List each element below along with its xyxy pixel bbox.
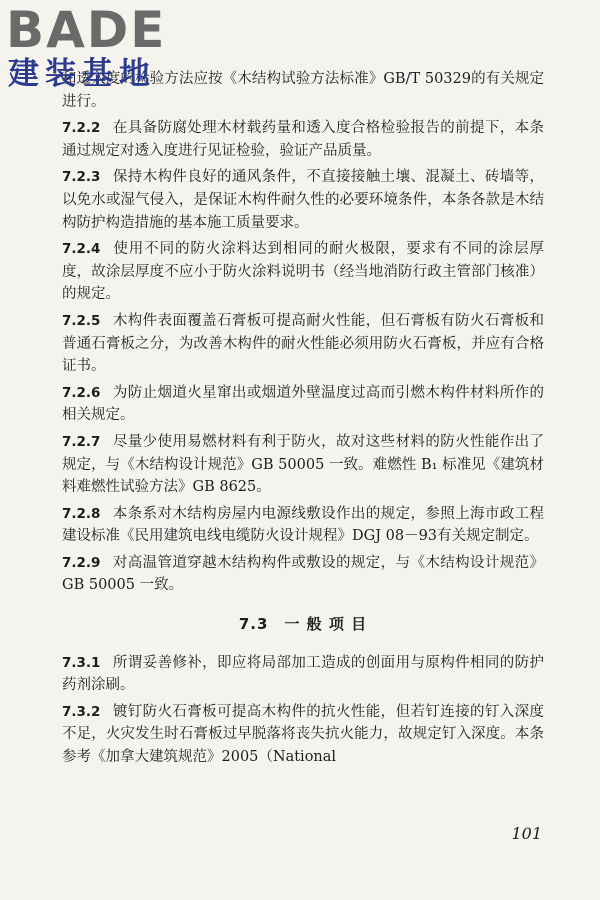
clause-text: 对高温管道穿越木结构构件或敷设的规定，与《木结构设计规范》GB 50005 一致。 <box>62 554 544 594</box>
clause-7-3-2 <box>62 701 544 769</box>
logo-chinese-text: 建装基地 <box>8 56 156 92</box>
paragraph-text: 和透入度的检验方法应按《木结构试验方法标准》GB/T 50329的有关规定进行。 <box>62 71 544 110</box>
clause-text: 所谓妥善修补，即应将局部加工造成的创面用与原构件相同的防护药剂涂刷。 <box>62 654 544 694</box>
clause-number: 7.2.5 <box>62 312 101 329</box>
clause-7-2-9 <box>62 552 544 597</box>
clause-7-2-4 <box>62 238 544 306</box>
clause-number: 7.2.7 <box>62 433 101 450</box>
logo-latin-text: BADE <box>6 1 167 59</box>
clause-7-2-3 <box>62 166 544 234</box>
clause-text: 在具备防腐处理木材载药量和透入度合格检验报告的前提下，本条通过规定对透入度进行见证检验，验证产品质量。 <box>62 120 544 159</box>
clause-number: 7.2.2 <box>62 120 101 137</box>
clause-number: 7.2.3 <box>62 169 101 186</box>
clause-number: 7.2.6 <box>62 384 101 401</box>
clause-7-2-5 <box>62 310 544 378</box>
clause-7-2-6 <box>62 382 544 427</box>
document-body <box>62 68 544 773</box>
clause-7-2-7 <box>62 431 544 499</box>
clause-7-3-1 <box>62 652 544 697</box>
clause-text: 使用不同的防火涂料达到相同的耐火极限，要求有不同的涂层厚度，故涂层厚度不应小于防火涂料说明书（经当地消防行政主管部门核准）的规定。 <box>62 241 544 303</box>
clause-number: 7.2.4 <box>62 241 101 258</box>
clause-text: 本条系对木结构房屋内电源线敷设作出的规定，参照上海市政工程建设标准《民用建筑电线电缆防火设计规程》DGJ 08－93有关规定制定。 <box>62 505 544 545</box>
clause-text: 镀钉防火石膏板可提高木构件的抗火性能，但若钉连接的钉入深度不足，火灾发生时石膏板过早脱落将丧失抗火能力，故规定钉入深度。本条参考《加拿大建筑规范》2005（National <box>62 703 544 766</box>
clause-number: 7.2.9 <box>62 554 101 571</box>
clause-text: 为防止烟道火星窜出或烟道外壁温度过高而引燃木构件材料所作的相关规定。 <box>62 384 544 424</box>
section-heading: 7.3 一 般 项 目 <box>238 615 368 634</box>
clause-number: 7.3.2 <box>62 703 101 720</box>
clause-text: 保持木构件良好的通风条件，不直接接触土壤、混凝土、砖墙等，以免水或湿气侵入，是保证木构件耐久性的必要环境条件，本条各款是木结构防护构造措施的基本施工质量要求。 <box>62 169 544 231</box>
clause-text: 尽量少使用易燃材料有利于防火，故对这些材料的防火性能作出了规定，与《木结构设计规范》GB 50005 一致。难燃性 B₁ 标准见《建筑材料难燃性试验方法》GB 8625。 <box>62 433 544 496</box>
clause-text: 木构件表面覆盖石膏板可提高耐火性能，但石膏板有防火石膏板和普通石膏板之分，为改善木构件的耐火性能必须用防火石膏板，并应有合格证书。 <box>62 312 544 375</box>
clause-7-2-8 <box>62 503 544 548</box>
watermark-logo <box>6 2 176 94</box>
clause-number: 7.2.8 <box>62 505 101 522</box>
page-number: 101 <box>511 824 542 843</box>
clause-number: 7.3.1 <box>62 654 101 671</box>
clause-7-2-2 <box>62 117 544 162</box>
